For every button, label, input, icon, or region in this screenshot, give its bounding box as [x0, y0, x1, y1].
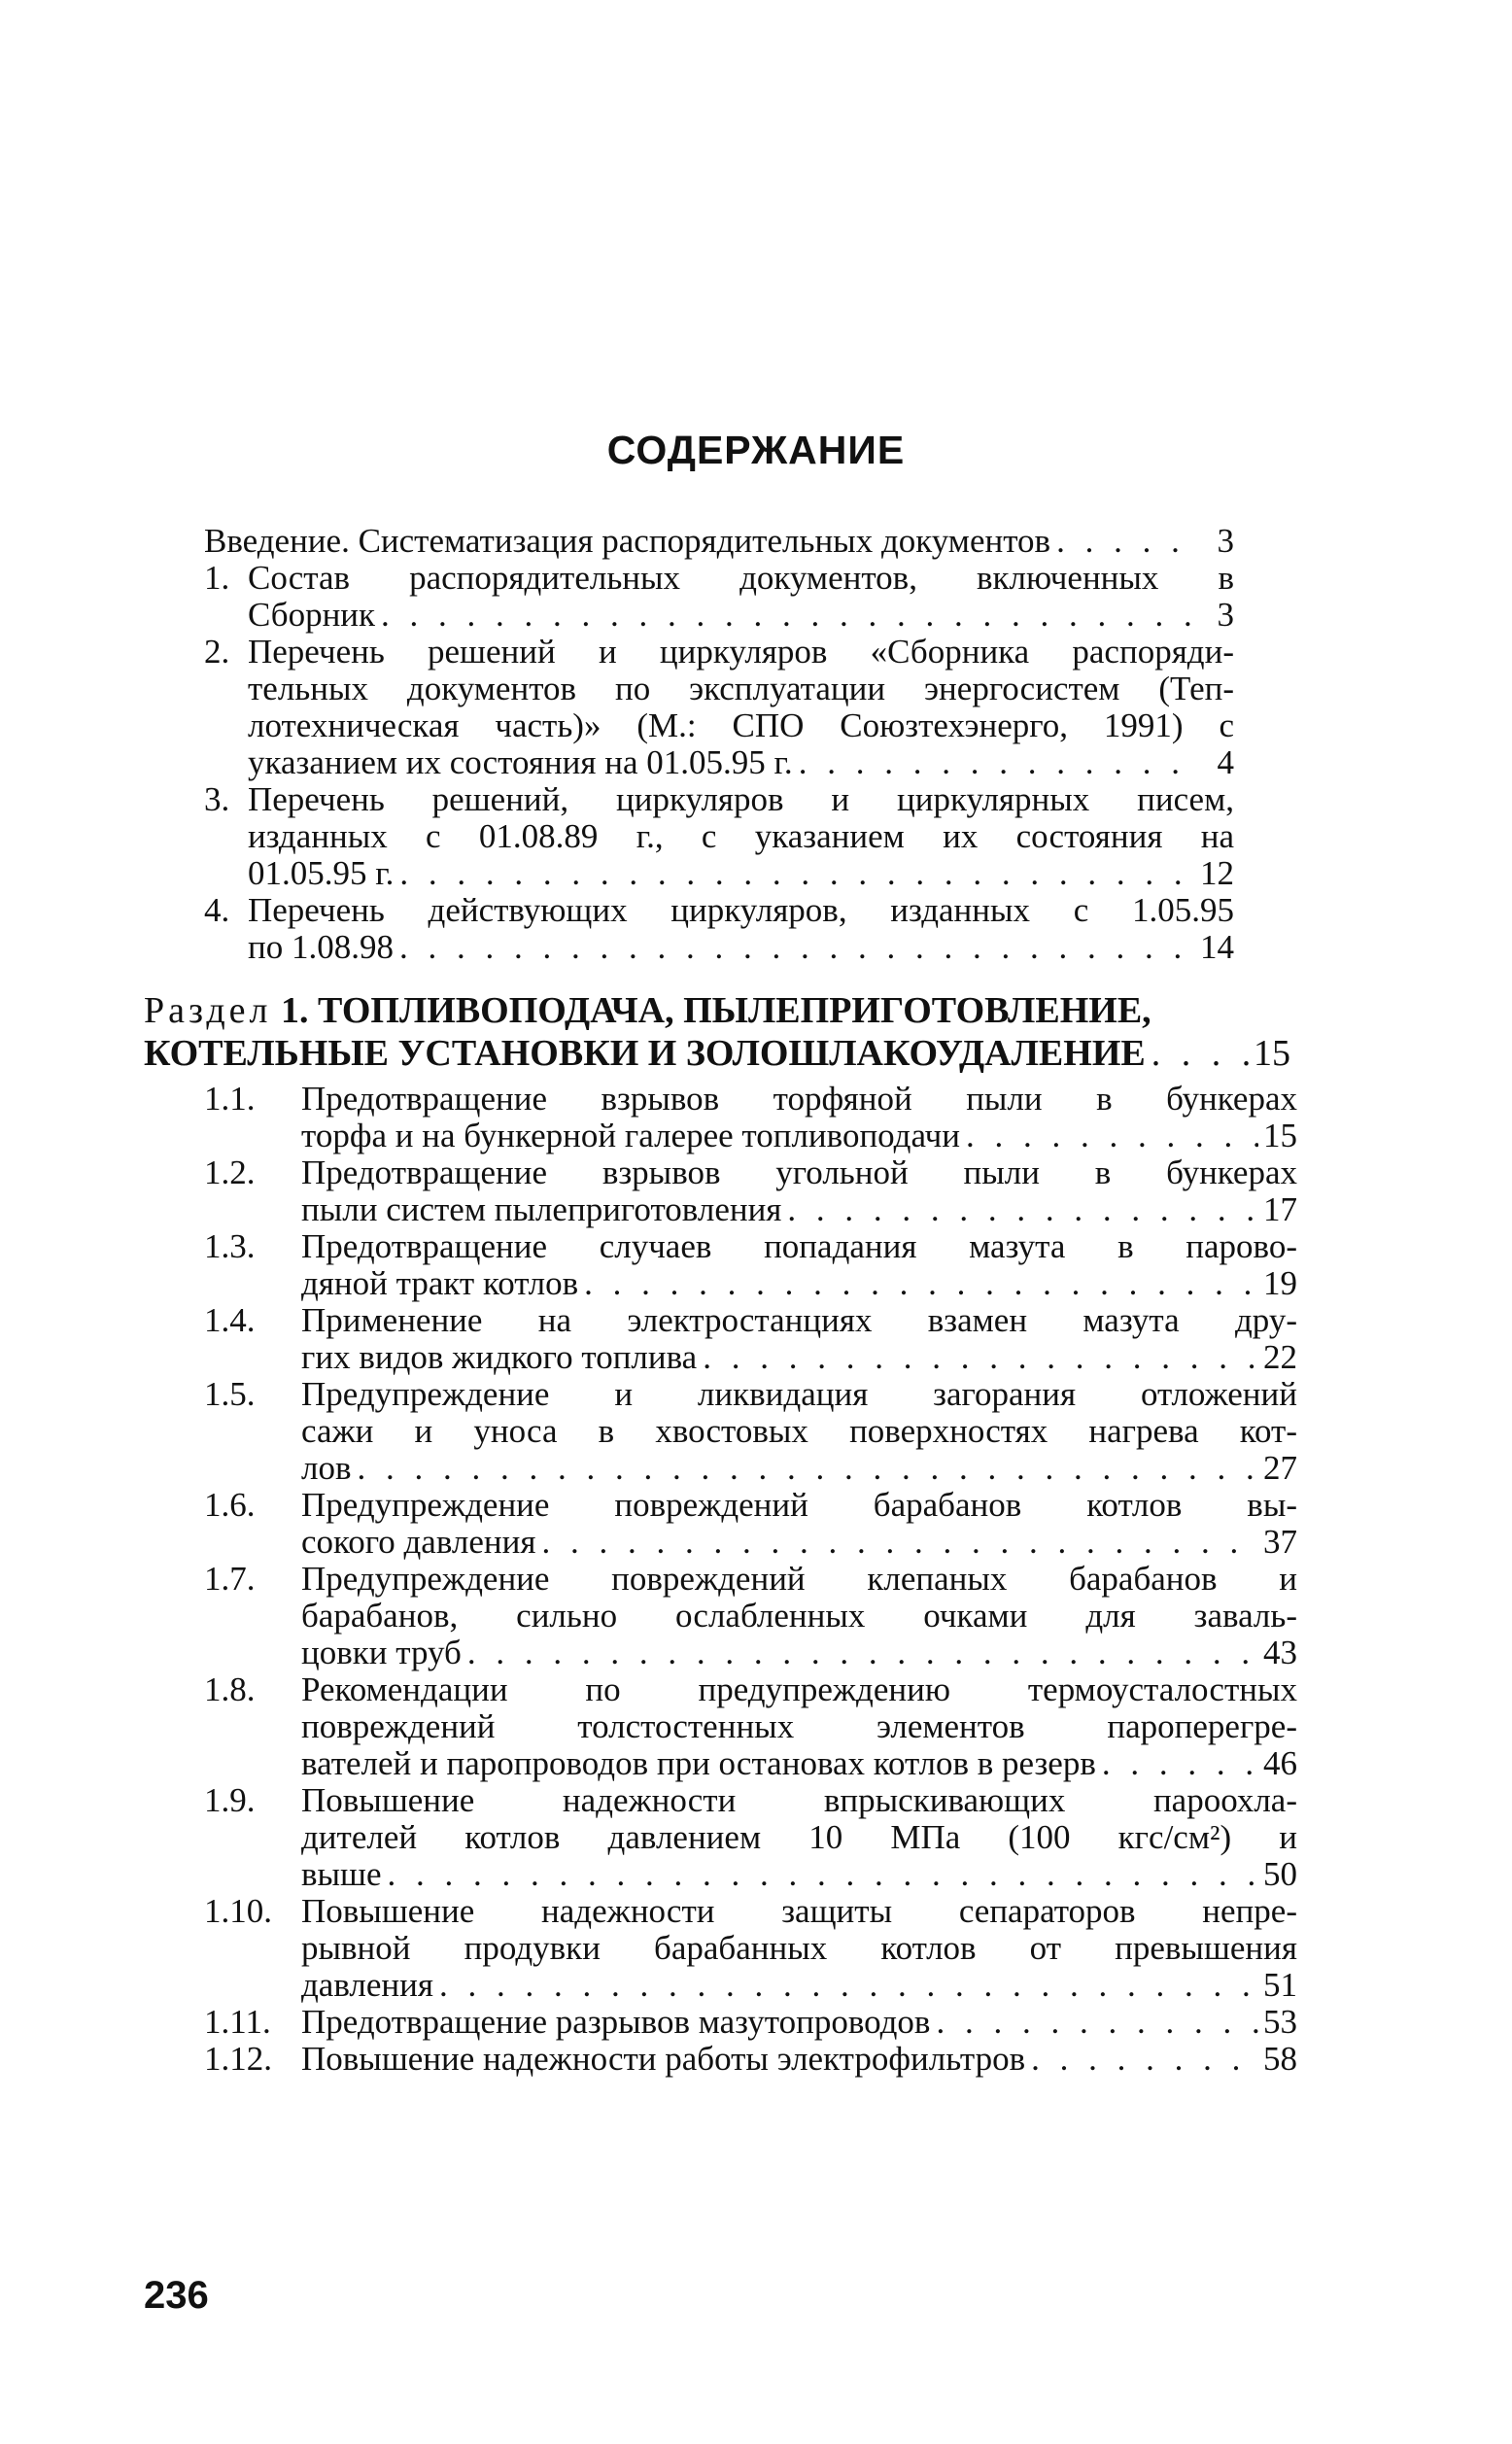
- toc-entry-text: Перечень решений и циркуляров «Сборника распоряди-: [248, 633, 1234, 671]
- toc-entry-text: Предотвращение разрывов мазутопроводов: [301, 2003, 931, 2041]
- leader-dots: [960, 1118, 1258, 1154]
- toc-entry: [204, 1893, 1297, 2004]
- toc-entry-number: 1.8.: [204, 1670, 256, 1708]
- toc-entry-page: 51: [1263, 1966, 1297, 2004]
- toc-entry-number: 1.7.: [204, 1560, 256, 1598]
- toc-entry-text: Повышение надежности работы электрофильтров: [301, 2040, 1026, 2078]
- toc-entry-text: Предупреждение и ликвидация загорания отложений: [301, 1375, 1297, 1413]
- toc-entry-text: гих видов жидкого топлива: [301, 1338, 698, 1376]
- toc-entry-text: дяной тракт котлов: [301, 1264, 579, 1302]
- leader-dots: [793, 744, 1195, 781]
- section-title-line-2: КОТЕЛЬНЫЕ УСТАНОВКИ И ЗОЛОШЛАКОУДАЛЕНИЕ: [144, 1033, 1146, 1074]
- toc-entry-page: 3: [1217, 596, 1234, 634]
- toc-entry: [204, 1302, 1297, 1376]
- toc-entry-text: Рекомендации по предупреждению термоусталостных: [301, 1670, 1297, 1708]
- toc-entry-text: Предотвращение случаев попадания мазута в парово-: [301, 1227, 1297, 1265]
- section-heading-line-2: [144, 1032, 1290, 1075]
- toc-entry-text: 01.05.95 г.: [248, 854, 395, 892]
- toc-entry-number: 1.1.: [204, 1080, 256, 1118]
- toc-entry: [204, 634, 1234, 781]
- toc-entry-text: выше: [301, 1855, 382, 1893]
- toc-entry: [204, 1487, 1297, 1561]
- leader-dots: [1096, 1745, 1258, 1782]
- toc-entry-page: 43: [1263, 1634, 1297, 1671]
- toc-entry-page: 19: [1263, 1264, 1297, 1302]
- toc-entry-number: 1.3.: [204, 1227, 256, 1265]
- toc-entry-page: 12: [1200, 854, 1234, 892]
- toc-entry-text: Предотвращение взрывов торфяной пыли в бункерах: [301, 1080, 1297, 1118]
- leader-dots: [1025, 2041, 1258, 2078]
- toc-entry-page: 17: [1263, 1190, 1297, 1228]
- toc-entry: [204, 1671, 1297, 1782]
- section-number: 1.: [281, 990, 309, 1031]
- toc-entry-text: Перечень действующих циркуляров, изданных с 1.05.95: [248, 891, 1234, 929]
- toc-entry-text: барабанов, сильно ослабленных очками для заваль-: [301, 1597, 1297, 1635]
- section-title-line-1: ТОПЛИВОПОДАЧА, ПЫЛЕПРИГОТОВЛЕНИЕ,: [318, 990, 1151, 1031]
- toc-entry-number: 1.10.: [204, 1892, 272, 1930]
- toc-entry-number: 4.: [204, 891, 230, 929]
- toc-entry-text: Предупреждение повреждений клепаных барабанов и: [301, 1560, 1297, 1598]
- section-page: 15: [1254, 1033, 1290, 1074]
- toc-entry-text: Сборник: [248, 596, 376, 634]
- leader-dots: [930, 2004, 1258, 2041]
- leader-dots: [1050, 523, 1195, 560]
- section-heading-line-1: [144, 989, 1290, 1032]
- toc-entry-text: Применение на электростанциях взамен мазута дру-: [301, 1301, 1297, 1339]
- leader-dots: [781, 1191, 1258, 1228]
- toc-entry-page: 27: [1263, 1449, 1297, 1487]
- toc-entry: [204, 1561, 1297, 1671]
- toc-entry-text: Предупреждение повреждений барабанов котлов вы-: [301, 1486, 1297, 1524]
- toc-entry: [204, 1228, 1297, 1302]
- toc-entry-text: Повышение надежности впрыскивающих пароохла-: [301, 1781, 1297, 1819]
- toc-entry: [204, 1376, 1297, 1487]
- toc-entry: [204, 781, 1234, 892]
- toc-entry-page: 37: [1263, 1523, 1297, 1561]
- toc-entry-page: 14: [1200, 928, 1234, 966]
- toc-entry-text: тельных документов по эксплуатации энергосистем (Теп-: [248, 670, 1234, 707]
- section-label: Раздел: [144, 990, 272, 1031]
- toc-entry-text: изданных с 01.08.89 г., с указанием их состояния на: [248, 817, 1234, 855]
- toc-entry-text: Предотвращение взрывов угольной пыли в бункерах: [301, 1153, 1297, 1191]
- toc-entry-number: 1.2.: [204, 1153, 256, 1191]
- leader-dots: [462, 1635, 1258, 1671]
- toc-entry: [204, 892, 1234, 966]
- toc-entry-number: 1.: [204, 559, 230, 597]
- toc-entry-text: указанием их состояния на 01.05.95 г.: [248, 743, 793, 781]
- toc-entry-number: 1.9.: [204, 1781, 256, 1819]
- toc-entry-text: цовки труб: [301, 1634, 462, 1671]
- toc-entry-text: сокого давления: [301, 1523, 536, 1561]
- toc-entry-text: Повышение надежности защиты сепараторов непре-: [301, 1892, 1297, 1930]
- toc-entry-text: Состав распорядительных документов, включенных в: [248, 559, 1234, 597]
- toc-entry-page: 3: [1217, 522, 1234, 560]
- leader-dots: [1146, 1032, 1254, 1075]
- toc-entry-text: лотехническая часть)» (М.: СПО Союзтехэнерго, 1991) с: [248, 706, 1234, 744]
- toc-entry-text: Перечень решений, циркуляров и циркулярных писем,: [248, 780, 1234, 818]
- toc-entry-text: по 1.08.98: [248, 928, 394, 966]
- toc-entry: [204, 1782, 1297, 1893]
- toc-entry: [204, 1081, 1297, 1154]
- toc-entry-page: 50: [1263, 1855, 1297, 1893]
- toc-entry-text: пыли систем пылеприготовления: [301, 1190, 782, 1228]
- toc-entry-page: 46: [1263, 1744, 1297, 1782]
- toc-entry-text: давления: [301, 1966, 433, 2004]
- toc-entry-number: 1.11.: [204, 2003, 271, 2041]
- leader-dots: [352, 1450, 1259, 1487]
- toc-entry-page: 22: [1263, 1338, 1297, 1376]
- toc-entry: [204, 2041, 1297, 2078]
- leader-dots: [382, 1856, 1258, 1893]
- toc-entry-number: 1.12.: [204, 2040, 272, 2078]
- toc-entry-text: Введение. Систематизация распорядительных документов: [204, 522, 1051, 560]
- toc-entry: [204, 560, 1234, 634]
- toc-entry-text: рывной продувки барабанных котлов от превышения: [301, 1929, 1297, 1967]
- toc-entry-page: 4: [1217, 743, 1234, 781]
- leader-dots: [578, 1265, 1258, 1302]
- toc-entry-text: торфа и на бункерной галерее топливоподачи: [301, 1117, 960, 1154]
- leader-dots: [375, 597, 1195, 634]
- toc-entry: [204, 523, 1234, 560]
- toc-entry-page: 15: [1263, 1117, 1297, 1154]
- toc-entry-text: повреждений толстостенных элементов пароперегре-: [301, 1707, 1297, 1745]
- toc-entry-text: лов: [301, 1449, 352, 1487]
- leader-dots: [394, 855, 1195, 892]
- toc-entry-number: 1.4.: [204, 1301, 256, 1339]
- section-heading: [144, 989, 1290, 1075]
- toc-entry-text: сажи и уноса в хвостовых поверхностях нагрева кот-: [301, 1412, 1297, 1450]
- page-number: 236: [144, 2274, 209, 2317]
- leader-dots: [394, 929, 1195, 966]
- toc-entry-number: 2.: [204, 633, 230, 671]
- toc-entry-number: 3.: [204, 780, 230, 818]
- toc-entry: [204, 2004, 1297, 2041]
- toc-entry-page: 58: [1263, 2040, 1297, 2078]
- page-title: СОДЕРЖАНИЕ: [606, 428, 906, 472]
- toc-entry-number: 1.5.: [204, 1375, 256, 1413]
- leader-dots: [697, 1339, 1258, 1376]
- toc-entry: [204, 1154, 1297, 1228]
- toc-entry-text: вателей и паропроводов при остановах котлов в резерв: [301, 1744, 1096, 1782]
- leader-dots: [535, 1524, 1258, 1561]
- toc-entry-text: дителей котлов давлением 10 МПа (100 кгс/см²) и: [301, 1818, 1297, 1856]
- leader-dots: [433, 1967, 1258, 2004]
- toc-entry-number: 1.6.: [204, 1486, 256, 1524]
- toc-entry-page: 53: [1263, 2003, 1297, 2041]
